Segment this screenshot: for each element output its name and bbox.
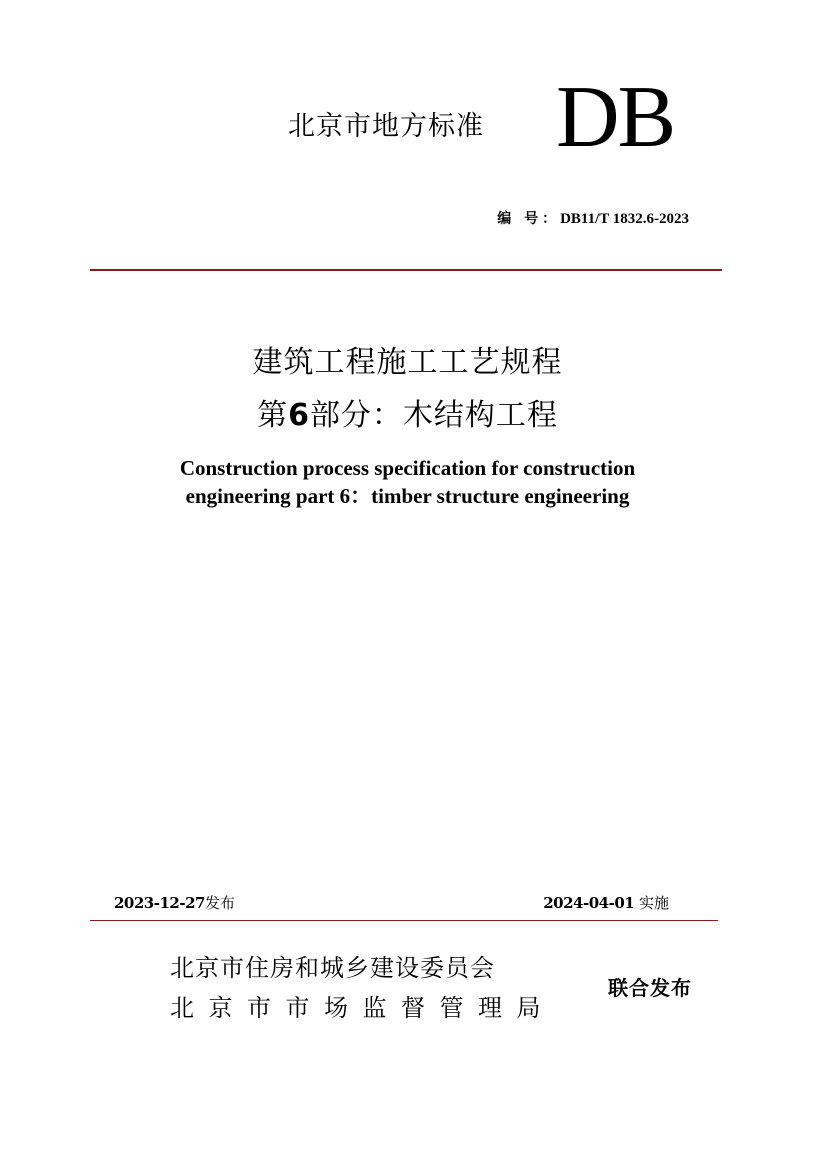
db-mark: DB	[556, 69, 675, 166]
implementation-date	[543, 892, 669, 913]
title-en-line1: Construction process specification for construction	[179, 456, 636, 480]
title-cn-suffix: 部分：木结构工程	[309, 398, 558, 433]
joint-issue-label: 联合发布	[608, 976, 692, 1000]
standard-type: 北京市地方标准	[288, 111, 484, 142]
implementation-date-value: 2024-04-01	[543, 894, 635, 912]
standard-number-value: DB11/T 1832.6-2023	[560, 211, 689, 227]
issue-date-label: 发布	[204, 894, 235, 912]
bottom-divider	[90, 920, 718, 921]
standard-number	[497, 208, 689, 228]
top-divider	[90, 269, 722, 271]
issuer-housing-commission: 北京市住房和城乡建设委员会	[170, 954, 495, 982]
title-cn-line1: 建筑工程施工工艺规程	[252, 345, 563, 380]
title-cn-part-number: 6	[288, 398, 310, 433]
issue-date	[114, 892, 235, 913]
implementation-date-label: 实施	[638, 894, 669, 912]
title-en-line2: engineering part 6：timber structure engineering	[185, 484, 630, 508]
issuer-market-regulation: 北京市市场监督管理局	[170, 994, 555, 1022]
standard-number-label: 编 号：	[497, 211, 561, 227]
title-cn-prefix: 第	[257, 398, 289, 433]
issue-date-value: 2023-12-27	[114, 894, 205, 912]
title-cn-line2	[0, 390, 815, 434]
